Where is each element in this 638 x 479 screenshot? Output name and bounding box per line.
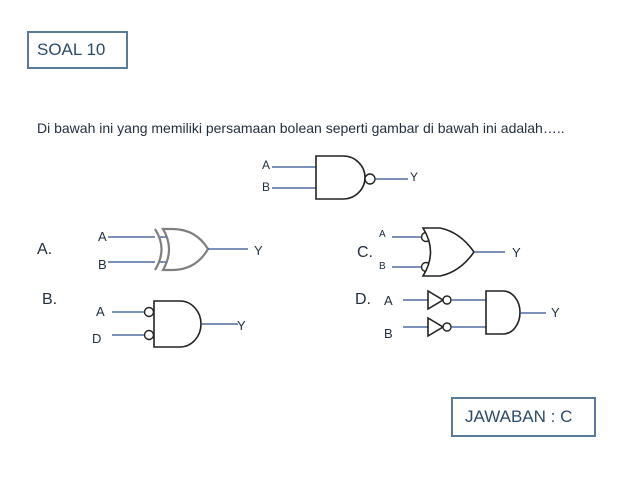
option-b-input-1: A	[96, 304, 105, 319]
option-b-output: Y	[237, 318, 246, 333]
main-output-label: Y	[410, 170, 419, 184]
main-nand-gate	[272, 156, 408, 199]
option-a-output: Y	[254, 243, 263, 258]
main-input-a-label: A	[262, 158, 271, 172]
option-d-not-and-gates	[403, 291, 546, 336]
answer-text: JAWABAN : C	[465, 407, 573, 426]
option-a-label: A.	[37, 241, 53, 258]
option-d-input-2: B	[384, 326, 393, 341]
option-a-xor-gate	[108, 229, 248, 270]
option-b-input-2: D	[92, 331, 102, 346]
option-d-input-1: A	[384, 293, 393, 308]
option-a-input-1: A	[98, 229, 107, 244]
option-d-label: D.	[355, 291, 371, 308]
option-d-output: Y	[551, 305, 560, 320]
option-c-label: C.	[357, 244, 373, 261]
option-a-input-2: B	[98, 257, 107, 272]
option-c-input-2: B	[379, 261, 386, 272]
option-b-and-gate	[112, 301, 238, 347]
option-c-input-1: A	[379, 229, 386, 240]
question-text: Di bawah ini yang memiliki persamaan bolean seperti gambar di bawah ini adalah…..	[37, 120, 565, 136]
option-c-output: Y	[512, 245, 521, 260]
slide-title: SOAL 10	[37, 40, 106, 59]
answer-box	[451, 397, 596, 437]
option-b-label: B.	[42, 291, 58, 308]
option-c-or-gate	[392, 228, 505, 276]
main-input-b-label: B	[262, 180, 271, 194]
